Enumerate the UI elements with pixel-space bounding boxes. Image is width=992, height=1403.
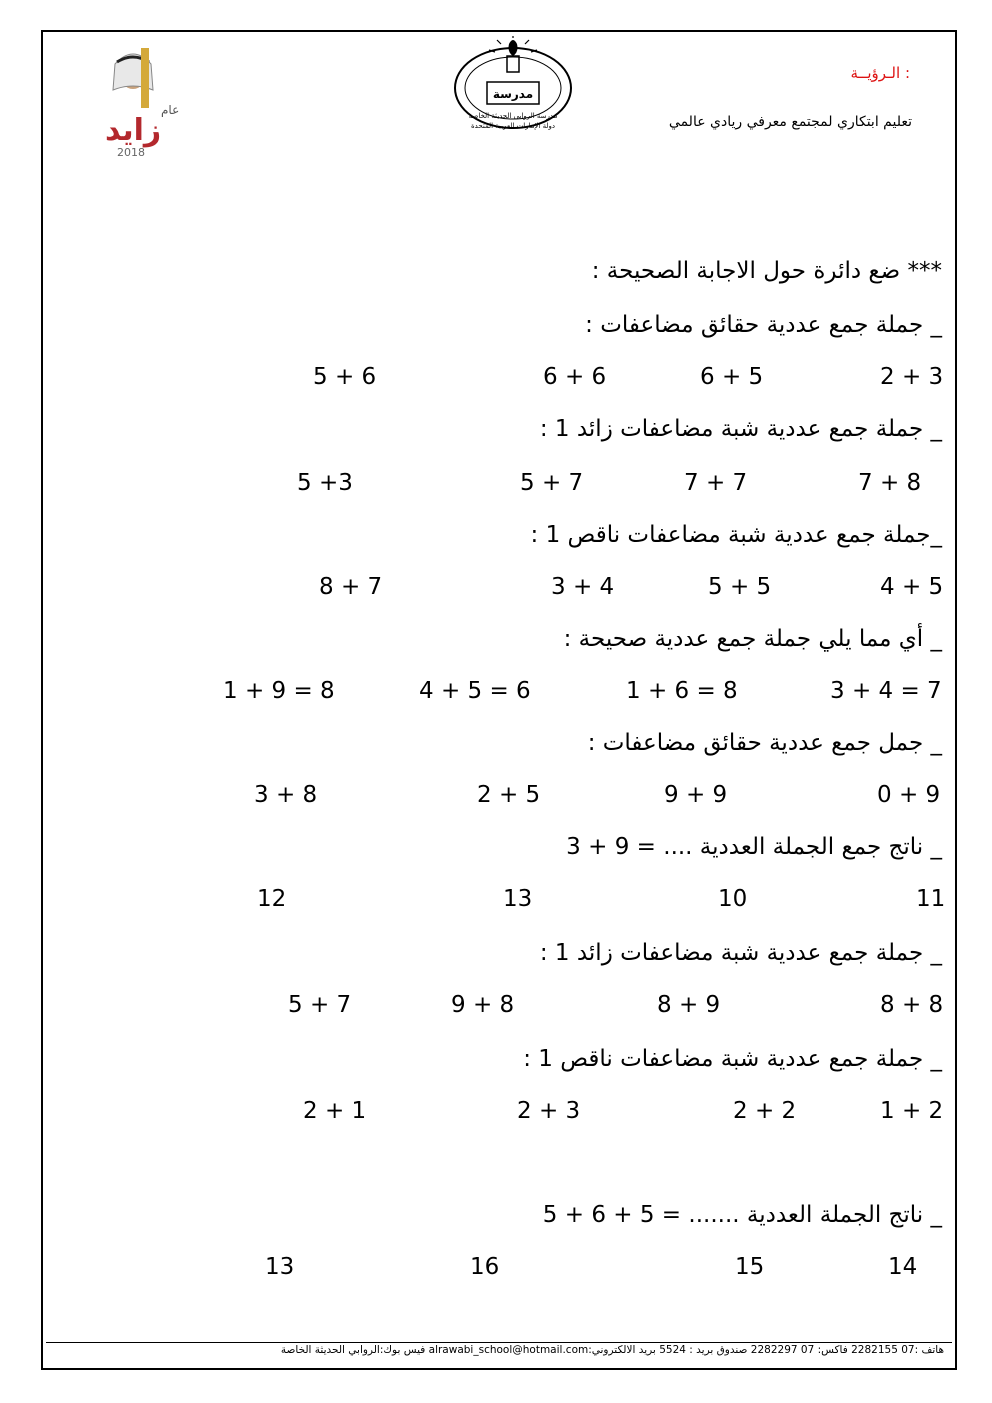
q6-option-3[interactable]: 13 xyxy=(503,886,533,912)
logo-center-word: مدرسة xyxy=(492,87,534,101)
question-5: _ جمل جمع عددية حقائق مضاعفات : xyxy=(587,730,942,756)
q3-option-4[interactable]: 8 + 7 xyxy=(319,574,383,600)
q6-option-4[interactable]: 12 xyxy=(257,886,287,912)
q7-option-1[interactable]: 8 + 8 xyxy=(880,992,944,1018)
q2-option-2[interactable]: 7 + 7 xyxy=(684,470,748,496)
q6-option-2[interactable]: 10 xyxy=(718,886,748,912)
question-8: _ جملة جمع عددية شبة مضاعفات ناقص 1 : xyxy=(523,1046,942,1072)
q3-option-3[interactable]: 3 + 4 xyxy=(551,574,615,600)
logo-word: زايد xyxy=(105,113,162,148)
logo-year: 2018 xyxy=(117,146,145,159)
q5-option-2[interactable]: 9 + 9 xyxy=(664,782,728,808)
q7-option-3[interactable]: 9 + 8 xyxy=(451,992,515,1018)
q9-option-4[interactable]: 13 xyxy=(265,1254,295,1280)
q8-option-2[interactable]: 2 + 2 xyxy=(733,1098,797,1124)
q2-option-3[interactable]: 5 + 7 xyxy=(520,470,584,496)
vision-label: الـرؤيــة : xyxy=(850,64,910,82)
q1-option-3[interactable]: 6 + 6 xyxy=(543,364,607,390)
vision-text: تعليم ابتكاري لمجتمع معرفي ريادي عالمي xyxy=(668,114,912,130)
q3-option-1[interactable]: 4 + 5 xyxy=(880,574,944,600)
q5-option-4[interactable]: 3 + 8 xyxy=(254,782,318,808)
question-6: _ ناتج جمع الجملة العددية .... = 9 + 3 xyxy=(566,834,942,860)
school-logo xyxy=(443,36,583,132)
question-1: _ جملة جمع عددية حقائق مضاعفات : xyxy=(585,312,942,338)
q8-option-3[interactable]: 2 + 3 xyxy=(517,1098,581,1124)
q8-option-4[interactable]: 2 + 1 xyxy=(303,1098,367,1124)
q1-option-1[interactable]: 2 + 3 xyxy=(880,364,944,390)
question-4: _ أي مما يلي جملة جمع عددية صحيحة : xyxy=(563,626,942,652)
q9-option-3[interactable]: 16 xyxy=(470,1254,500,1280)
q2-option-1[interactable]: 7 + 8 xyxy=(858,470,922,496)
q3-option-2[interactable]: 5 + 5 xyxy=(708,574,772,600)
footer-contact: هاتف :07 2282155 فاكس: 07 2282297 صندوق بريد : 5524 بريد الالكتروني:alrawabi_school@hotmail.com فيس بوك:الروابي الحديثة الخاصة xyxy=(280,1344,944,1356)
question-7: _ جملة جمع عددية شبة مضاعفات زائد 1 : xyxy=(539,940,942,966)
q4-option-2[interactable]: 1 + 6 = 8 xyxy=(626,678,738,704)
q6-option-1[interactable]: 11 xyxy=(916,886,946,912)
instruction: *** ضع دائرة حول الاجابة الصحيحة : xyxy=(591,258,942,284)
q2-option-4[interactable]: 5 +3 xyxy=(297,470,353,496)
zayed-year-logo xyxy=(103,42,183,160)
question-9: _ ناتج الجملة العددية ....... = 5 + 6 + 5 xyxy=(542,1202,942,1228)
footer-divider xyxy=(46,1342,952,1343)
question-2: _ جملة جمع عددية شبة مضاعفات زائد 1 : xyxy=(539,416,942,442)
q4-option-4[interactable]: 1 + 9 = 8 xyxy=(223,678,335,704)
q8-option-1[interactable]: 1 + 2 xyxy=(880,1098,944,1124)
q5-option-1[interactable]: 0 + 9 xyxy=(877,782,941,808)
q5-option-3[interactable]: 2 + 5 xyxy=(477,782,541,808)
q1-option-4[interactable]: 5 + 6 xyxy=(313,364,377,390)
q4-option-3[interactable]: 4 + 5 = 6 xyxy=(419,678,531,704)
q1-option-2[interactable]: 6 + 5 xyxy=(700,364,764,390)
question-3: _جملة جمع عددية شبة مضاعفات ناقص 1 : xyxy=(530,522,942,548)
logo-center-arc: مدرسة الروابي الحديثة الخاصة xyxy=(468,112,558,120)
q7-option-2[interactable]: 8 + 9 xyxy=(657,992,721,1018)
q4-option-1[interactable]: 3 + 4 = 7 xyxy=(830,678,942,704)
logo-year-label: عام xyxy=(161,103,180,117)
q9-option-1[interactable]: 14 xyxy=(888,1254,918,1280)
logo-center-arc2: دولة الإمارات العربية المتحدة xyxy=(470,122,556,130)
q9-option-2[interactable]: 15 xyxy=(735,1254,765,1280)
q7-option-4[interactable]: 5 + 7 xyxy=(288,992,352,1018)
